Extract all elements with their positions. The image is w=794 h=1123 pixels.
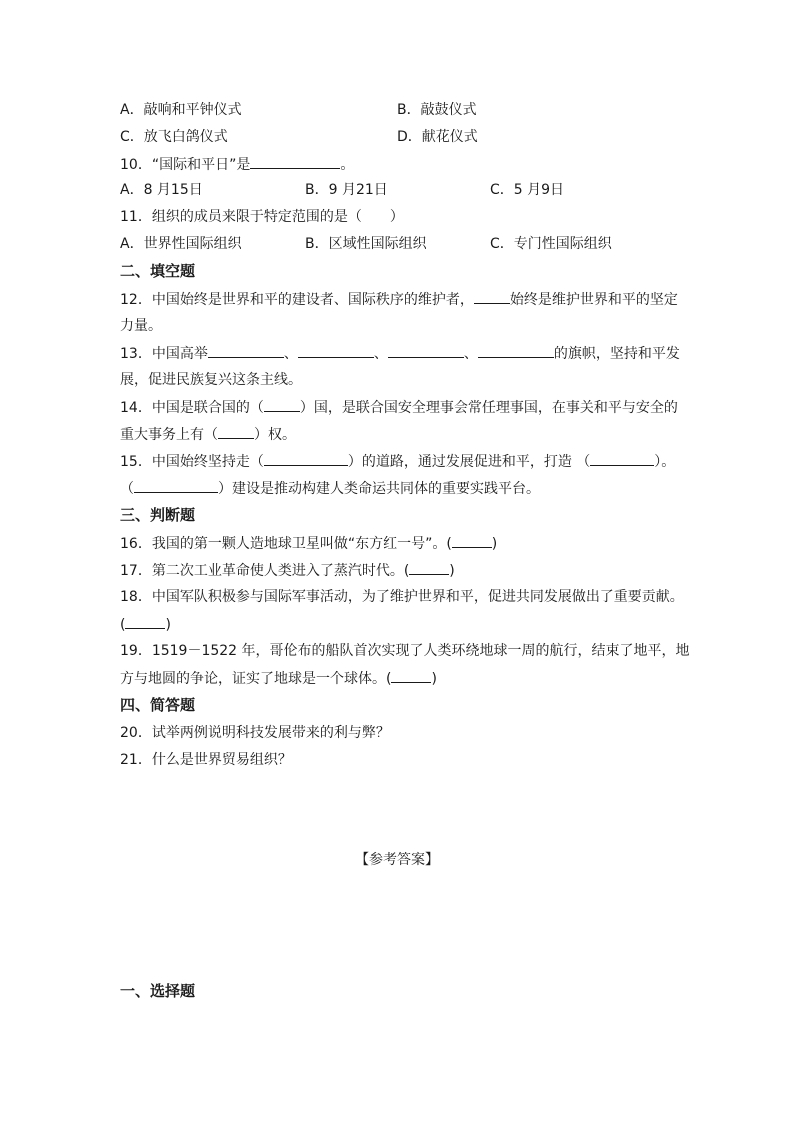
q13-blank-4[interactable] [478,343,554,358]
q15-blank-2[interactable] [590,451,654,466]
q12-line1 [120,289,678,310]
q15-line2 [120,478,540,499]
q14-mid: ）国，是联合国安全理事会常任理事国，在事关和平与安全的 [299,400,678,416]
q18-line2-pre: ( [120,617,126,633]
q17-blank[interactable] [409,560,449,575]
q13-sep-3: 、 [463,346,478,362]
q20-stem: 20．试举两例说明科技发展带来的利与弊？ [120,725,390,741]
q13-line2: 展，促进民族复兴这条主线。 [120,372,302,388]
q13-sep-2: 、 [373,346,388,362]
section-true-false-heading: 三、判断题 [120,506,196,524]
q17-post: ) [449,563,455,579]
q15-mid: ）的道路，通过发展促进和平，打造 （ [347,454,591,470]
q13-blank-3[interactable] [388,343,464,358]
q17-line [120,560,455,581]
q19-line1: 19．1519－1522 年，哥伦布的船队首次实现了人类环绕地球一周的航行，结束了地平，地 [120,643,690,659]
q14-line2-post: ）权。 [254,427,296,443]
answer-key-title: 【参考答案】 [355,852,439,868]
q19-line2-pre: 方与地圆的争论，证实了地球是一个球体。( [120,671,392,687]
q10-stem-pre: 10．“国际和平日”是 [120,157,251,173]
q12-post: 始终是维护世界和平的坚定 [509,292,678,308]
q9-option-a: A．敲响和平钟仪式 [120,102,242,118]
q14-line2 [120,424,296,445]
q12-blank[interactable] [474,289,510,304]
q11-option-c: C．专门性国际组织 [490,236,612,252]
section-short-answer-heading: 四、简答题 [120,696,196,714]
q11-stem: 11．组织的成员来限于特定范围的是（ ） [120,209,404,225]
q15-blank-1[interactable] [264,451,348,466]
q10-stem [120,154,354,175]
q13-pre: 13．中国高举 [120,346,208,362]
q12-pre: 12．中国始终是世界和平的建设者、国际秩序的维护者， [120,292,474,308]
q19-line2-post: ) [431,671,437,687]
q9-option-d: D．献花仪式 [397,129,478,145]
q16-pre: 16．我国的第一颗人造地球卫星叫做“东方红一号”。( [120,536,452,552]
q13-sep-1: 、 [283,346,298,362]
q11-option-a: A．世界性国际组织 [120,236,242,252]
q15-blank-3[interactable] [134,478,218,493]
q14-blank-1[interactable] [264,397,300,412]
section-fill-blank-heading: 二、填空题 [120,262,196,280]
q15-line1 [120,451,675,472]
q16-line [120,533,497,554]
q10-stem-post: 。 [340,157,355,173]
q19-blank[interactable] [391,668,431,683]
q9-option-c: C．放飞白鸽仪式 [120,129,228,145]
q10-option-c: C．5 月9日 [490,182,565,198]
q19-line2 [120,668,437,689]
q9-option-b: B．敲鼓仪式 [397,102,477,118]
q13-blank-1[interactable] [208,343,284,358]
q14-blank-2[interactable] [218,424,254,439]
q16-post: ) [491,536,498,552]
q13-blank-2[interactable] [298,343,374,358]
q15-line2-post: ）建设是推动构建人类命运共同体的重要实践平台。 [218,481,540,497]
q18-line2 [120,614,171,635]
q14-line2-pre: 重大事务上有（ [120,427,218,443]
q15-pre: 15．中国始终坚持走（ [120,454,264,470]
q10-option-a: A．8 月15日 [120,182,203,198]
q14-pre: 14．中国是联合国的（ [120,400,264,416]
q18-blank[interactable] [125,614,165,629]
q12-line2: 力量。 [120,318,162,334]
q11-option-b: B．区域性国际组织 [305,236,427,252]
q21-stem: 21．什么是世界贸易组织？ [120,752,292,768]
q13-post: 的旗帜，坚持和平发 [553,346,680,362]
q10-option-b: B．9 月21日 [305,182,388,198]
q18-line1: 18．中国军队积极参与国际军事活动，为了维护世界和平，促进共同发展做出了重要贡献。 [120,589,684,605]
q18-line2-post: ) [165,617,171,633]
q15-post: ）。 [654,454,676,470]
q15-line2-pre: （ [120,481,134,497]
q10-blank[interactable] [250,154,340,169]
q13-line1 [120,343,680,364]
answer-section-choice-heading: 一、选择题 [120,982,196,1000]
q14-line1 [120,397,678,418]
q16-blank[interactable] [452,533,492,548]
q17-pre: 17．第二次工业革命使人类进入了蒸汽时代。( [120,563,410,579]
